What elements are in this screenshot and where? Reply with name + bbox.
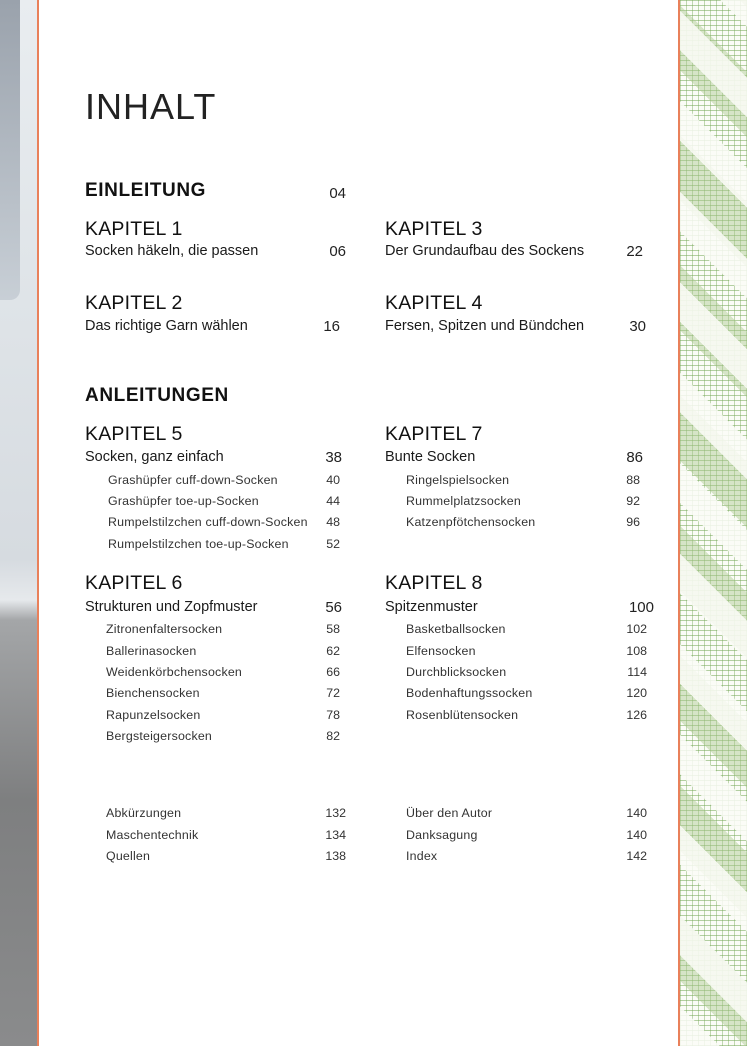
list-item-page: 126 [626,708,647,722]
appendix-item-page: 138 [325,849,346,863]
chapter-1-subtitle: Socken häkeln, die passen [85,243,259,259]
list-item: Rumpelstilzchen toe-up-Socken [108,537,289,551]
list-item: Rosenblütensocken [406,708,519,722]
chapter-2-page: 16 [323,318,340,335]
chapter-1-title: KAPITEL 1 [85,218,183,240]
list-item-page: 102 [626,622,647,636]
list-item: Grashüpfer cuff-down-Socken [108,473,278,487]
list-item: Weidenkörbchensocken [106,665,243,679]
chapter-4-subtitle: Fersen, Spitzen und Bündchen [385,318,585,334]
list-item: Bodenhaftungssocken [406,686,533,700]
page-title: INHALT [85,86,217,127]
list-item: Durchblicksocken [406,665,507,679]
list-item: Elfensocken [406,644,476,658]
chapter-7-subtitle: Bunte Socken [385,449,476,465]
chapter-5-subtitle: Socken, ganz einfach [85,449,224,465]
list-item-page: 108 [626,644,647,658]
list-item-page: 48 [326,515,340,529]
chapter-1-page: 06 [329,243,346,260]
chapter-4-title: KAPITEL 4 [385,292,483,314]
list-item: Ballerinasocken [106,644,197,658]
list-item-page: 78 [326,708,340,722]
list-item-page: 88 [626,473,640,487]
chapter-5-page: 38 [325,449,342,466]
chapter-2-title: KAPITEL 2 [85,292,183,314]
appendix-item-page: 134 [325,828,346,842]
intro-page: 04 [329,185,346,202]
chapter-2-subtitle: Das richtige Garn wählen [85,318,248,334]
chapter-6-page: 56 [325,599,342,616]
appendix-item: Danksagung [406,828,478,842]
chapter-7-page: 86 [626,449,643,466]
list-item-page: 82 [326,729,340,743]
left-photo-strip [0,0,38,1046]
list-item-page: 52 [326,537,340,551]
list-item-page: 96 [626,515,640,529]
list-item: Katzenpfötchensocken [406,515,536,529]
appendix-item: Index [406,849,438,863]
chapter-7-title: KAPITEL 7 [385,423,483,445]
list-item: Basketballsocken [406,622,506,636]
appendix-item-page: 132 [325,806,346,820]
chapter-3-page: 22 [626,243,643,260]
list-item-page: 40 [326,473,340,487]
list-item: Ringelspielsocken [406,473,510,487]
section-intro: EINLEITUNG [85,180,207,201]
chapter-4-page: 30 [629,318,646,335]
appendix-item: Über den Autor [406,806,493,820]
list-item-page: 92 [626,494,640,508]
list-item: Rummelplatzsocken [406,494,521,508]
list-item: Bergsteigersocken [106,729,213,743]
appendix-item: Maschentechnik [106,828,199,842]
list-item-page: 66 [326,665,340,679]
right-pattern-overlay [680,0,747,1046]
chapter-6-title: KAPITEL 6 [85,572,183,594]
list-item-page: 58 [326,622,340,636]
appendix-item: Quellen [106,849,151,863]
chapter-3-subtitle: Der Grundaufbau des Sockens [385,243,585,259]
list-item: Rapunzelsocken [106,708,201,722]
list-item-page: 44 [326,494,340,508]
chapter-5-title: KAPITEL 5 [85,423,183,445]
left-edge-line [37,0,39,1046]
list-item: Grashüpfer toe-up-Socken [108,494,259,508]
list-item: Rumpelstilzchen cuff-down-Socken [108,515,308,529]
right-edge-line [678,0,680,1046]
list-item: Bienchensocken [106,686,200,700]
appendix-item-page: 142 [626,849,647,863]
section-instructions: ANLEITUNGEN [85,385,229,406]
appendix-item: Abkürzungen [106,806,182,820]
list-item-page: 114 [627,665,647,679]
list-item-page: 72 [326,686,340,700]
chapter-8-subtitle: Spitzenmuster [385,599,478,615]
appendix-item-page: 140 [626,806,647,820]
appendix-item-page: 140 [626,828,647,842]
list-item: Zitronenfaltersocken [106,622,223,636]
chapter-8-page: 100 [628,599,654,616]
list-item-page: 62 [326,644,340,658]
chapter-6-subtitle: Strukturen und Zopfmuster [85,599,258,615]
list-item-page: 120 [626,686,647,700]
chapter-3-title: KAPITEL 3 [385,218,483,240]
chapter-8-title: KAPITEL 8 [385,572,483,594]
